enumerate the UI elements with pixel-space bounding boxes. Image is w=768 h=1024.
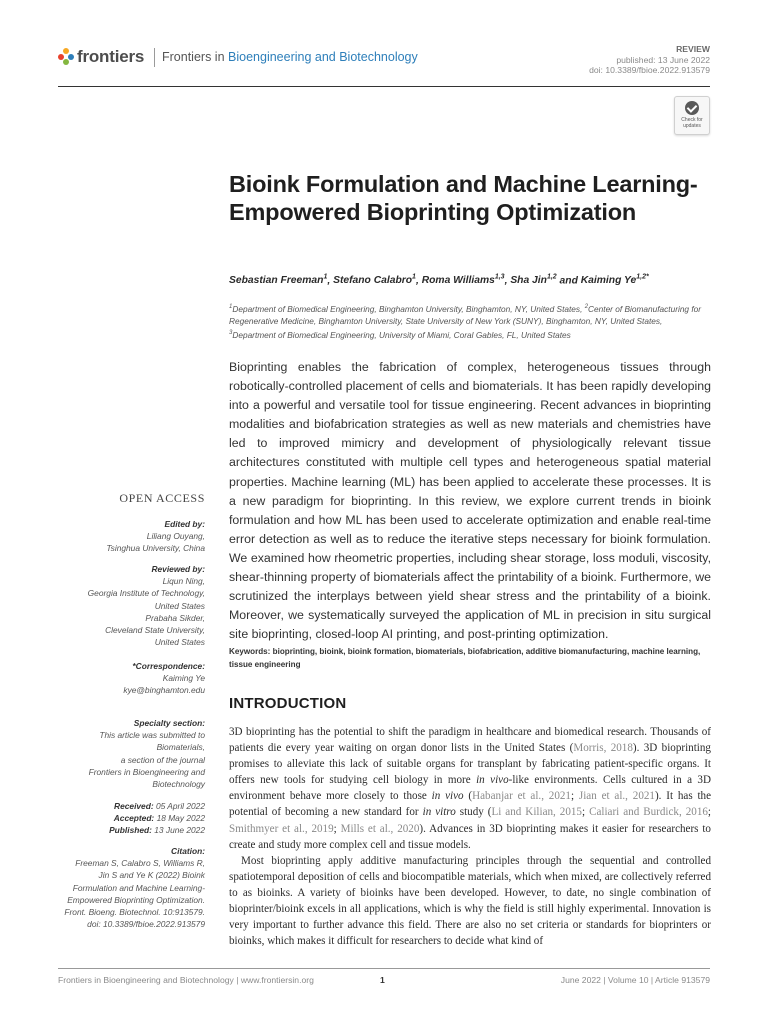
text-run: ; <box>570 790 579 803</box>
text-run: ; <box>333 822 341 835</box>
abstract: Bioprinting enables the fabrication of complex, heterogeneous tissues through robotically-controlled placement of cells and biomaterials. It has been rapidly developing into a powerful and versatile tool for tissue engineering. Recent advances in bioprinting modalities and biofabrication strategies as well as new materials and chemistries have led to improved mimicry and development of physiologically relevant tissue architectures constituted with multiple cell types and heterogeneous spatial material properties. Machine learning (ML) has been applied to accelerate these processes. It is a new paradigm for bioprinting. In this review, we explore current trends in bioink formulation and how ML has been used to accelerate optimization and enable real-time error detection as well as to reduce the iterative steps necessary for bioink formulation. We examined how rheometric properties, including shear storage, loss moduli, viscosity, shear-thinning property of biomaterials affect the printability of a bioink. Furthermore, we scrutinized the interplays between yield shear stress and the printability of a bioink. Moreover, we systematically surveyed the application of ML in precision in situ surgical site bioprinting, closed-loop AI printing, and post-printing optimization. <box>229 360 711 642</box>
journal-name[interactable] <box>162 50 418 64</box>
citation-doi[interactable]: doi: 10.3389/fbioe.2022.913579 <box>87 919 205 930</box>
reviewer-name: Liqun Ning, <box>162 576 205 587</box>
section-heading-introduction: INTRODUCTION <box>229 695 347 712</box>
brand-name: frontiers <box>77 47 145 66</box>
footer-journal-link[interactable]: Frontiers in Bioengineering and Biotechnology | www.frontiersin.org <box>58 975 314 985</box>
reviewer-affiliation: United States <box>154 637 205 648</box>
text-run: ). It has the potential of becoming a new standard for <box>229 790 712 819</box>
edited-by-section: Edited by: Liliang Ouyang, Tsinghua University, China <box>45 518 205 555</box>
affiliation: Department of Biomedical Engineering, Binghamton University, Binghamton, NY, United States, <box>232 303 583 314</box>
italic-term: in vitro <box>422 806 456 819</box>
text-run: ). 3D bioprinting promises to alleviate this lack of suitable organs for transplant by fabricating patient-specific organs. It offers new tools for studying cell biology in more <box>229 742 711 787</box>
authors-conjunction: and <box>559 275 578 287</box>
citation-reference-link[interactable]: Mills et al., 2020 <box>340 822 420 835</box>
text-run: 3D bioprinting has the potential to shift the paradigm in healthcare and biomedical research. Thousands of patients die every year waiting on organ donor lists in the United States ( <box>229 726 711 755</box>
affiliations: $^1$Department of Biomedical Engineering, Binghamton University, Binghamton, NY, United States, $^2$Center of Biomanufacturing for Regenerative Medicine, Binghamton University, State University of New York (SUNY), Binghamton, NY, United States, $^3$Department of Biomedical Engineering, University of Miami, Coral Gables, FL, United States <box>229 303 702 340</box>
check-for-updates-label: Check for updates <box>681 117 703 129</box>
check-for-updates-badge[interactable] <box>674 96 710 135</box>
citation-reference-link[interactable]: Li and Kilian, 2015 <box>491 806 582 819</box>
citation-reference-link[interactable]: Smithmyer et al., 2019 <box>229 822 334 835</box>
italic-term: in vivo <box>431 790 464 803</box>
citation-reference-link[interactable]: Caliari and Burdick, 2016 <box>589 806 708 819</box>
check-icon <box>685 101 699 115</box>
accepted-date: Accepted: 18 May 2022 <box>113 813 205 824</box>
citation-section: Citation: Freeman S, Calabro S, Williams R, Jin S and Ye K (2022) Bioink Formulation and Machine Learning- Empowered Bioprinting Optimization. Front. Bioeng. Biotechnol. 10:913579. doi: 10.3389/fbioe.2022.913579 <box>45 845 205 930</box>
article-dates <box>45 800 205 837</box>
article-type: REVIEW <box>676 44 710 54</box>
reviewer-affiliation: United States <box>154 600 205 611</box>
frontiers-logo-icon <box>58 48 74 66</box>
author[interactable]: Sha Jin$^{1,2}$ <box>510 274 557 287</box>
text-run: ). Advances in 3D bioprinting makes it easier for researchers to create and study more complex cell and tissue models. <box>229 822 711 851</box>
paragraph <box>229 724 711 853</box>
article-meta <box>589 44 710 76</box>
journal-title: Bioengineering and Biotechnology <box>228 50 418 64</box>
affiliation: Center of Biomanufacturing for Regenerative Medicine, Binghamton University, State University of New York (SUNY), Binghamton, NY, United States, <box>229 303 702 326</box>
author[interactable]: Stefano Calabro$^1$ <box>333 274 416 287</box>
correspondence-section: *Correspondence: Kaiming Ye kye@binghamton.edu <box>45 660 205 697</box>
header-divider <box>154 48 155 67</box>
author-list: Sebastian Freeman$^1$, Stefano Calabro$^1$, Roma Williams$^{1,3}$, Sha Jin$^{1,2}$ and Kaiming $Ye^{1,2*}$ <box>229 274 649 287</box>
text-run: ; <box>581 806 590 819</box>
published-date-sidebar: Published: 13 June 2022 <box>109 825 205 836</box>
specialty-section: Specialty section: This article was submitted to Biomaterials, a section of the journal Frontiers in Bioengineering and Biotechnology <box>88 718 205 790</box>
received-date: Received: 05 April 2022 <box>114 801 205 811</box>
text-run: study ( <box>455 806 492 819</box>
reviewed-by-section: Reviewed by: Liqun Ning, Georgia Institute of Technology, United States Prabaha Sikder, Cleveland State University, United States <box>45 563 205 648</box>
editor-affiliation: Tsinghua University, China <box>106 543 205 554</box>
author[interactable]: Kaiming $Ye^{1,2*}$ <box>580 274 649 287</box>
header-rule <box>58 86 710 87</box>
footer-rule <box>58 968 710 969</box>
author[interactable]: Roma Williams$^{1,3}$ <box>421 274 505 287</box>
reviewer-name: Prabaha Sikder, <box>145 612 205 623</box>
keywords: Keywords: bioprinting, bioink, bioink formation, biomaterials, biofabrication, additive biomanufacturing, machine learning, tissue engineering <box>229 647 701 669</box>
open-access-label: OPEN ACCESS <box>119 491 205 505</box>
published-date: published: 13 June 2022 <box>616 54 710 65</box>
citation-reference-link[interactable]: Habanjar et al., 2021 <box>472 790 571 803</box>
author[interactable]: Sebastian Freeman$^1$ <box>229 274 328 287</box>
citation-reference-link[interactable]: Morris, 2018 <box>573 742 633 755</box>
citation-reference-link[interactable]: Jian et al., 2021 <box>578 790 655 803</box>
article-title: Bioink Formulation and Machine Learning-Empowered Bioprinting Optimization <box>229 171 698 225</box>
correspondence-name: Kaiming Ye <box>162 673 205 684</box>
introduction-body <box>229 724 711 949</box>
editor-name: Liliang Ouyang, <box>146 531 205 542</box>
correspondence-email[interactable]: kye@binghamton.edu <box>123 685 205 696</box>
text-run: ( <box>463 790 473 803</box>
text-run: ; <box>707 806 712 819</box>
paragraph: Most bioprinting apply additive manufacturing principles through the sequential and controlled spatiotemporal deposition of cells and biocompatible materials, which when mixed, are collectively referred to as bioinks. A variety of bioinks have been developed. However, to date, no single combination of bioprinter/bioink excels in all applications, which is why the field is still highly experimental. Innovation is very important to further advance this field. There are also no set criteria or standards for bioprinters or bioinks, which makes it difficult for researchers to decide what kind of <box>229 854 711 948</box>
affiliation: Department of Biomedical Engineering, University of Miami, Coral Gables, FL, United States <box>232 329 571 340</box>
footer-issue-info: June 2022 | Volume 10 | Article 913579 <box>560 975 710 985</box>
frontiers-logo[interactable] <box>58 46 144 68</box>
italic-term: in vivo <box>476 774 509 787</box>
page-number: 1 <box>380 975 385 985</box>
article-doi[interactable]: doi: 10.3389/fbioe.2022.913579 <box>589 65 710 75</box>
reviewer-affiliation: Georgia Institute of Technology, <box>87 588 205 599</box>
journal-prefix: Frontiers in <box>162 50 225 64</box>
text-run: -like environments. Cells cultured in a 3D environment behave more closely to those <box>229 774 711 803</box>
reviewer-affiliation: Cleveland State University, <box>105 625 205 636</box>
